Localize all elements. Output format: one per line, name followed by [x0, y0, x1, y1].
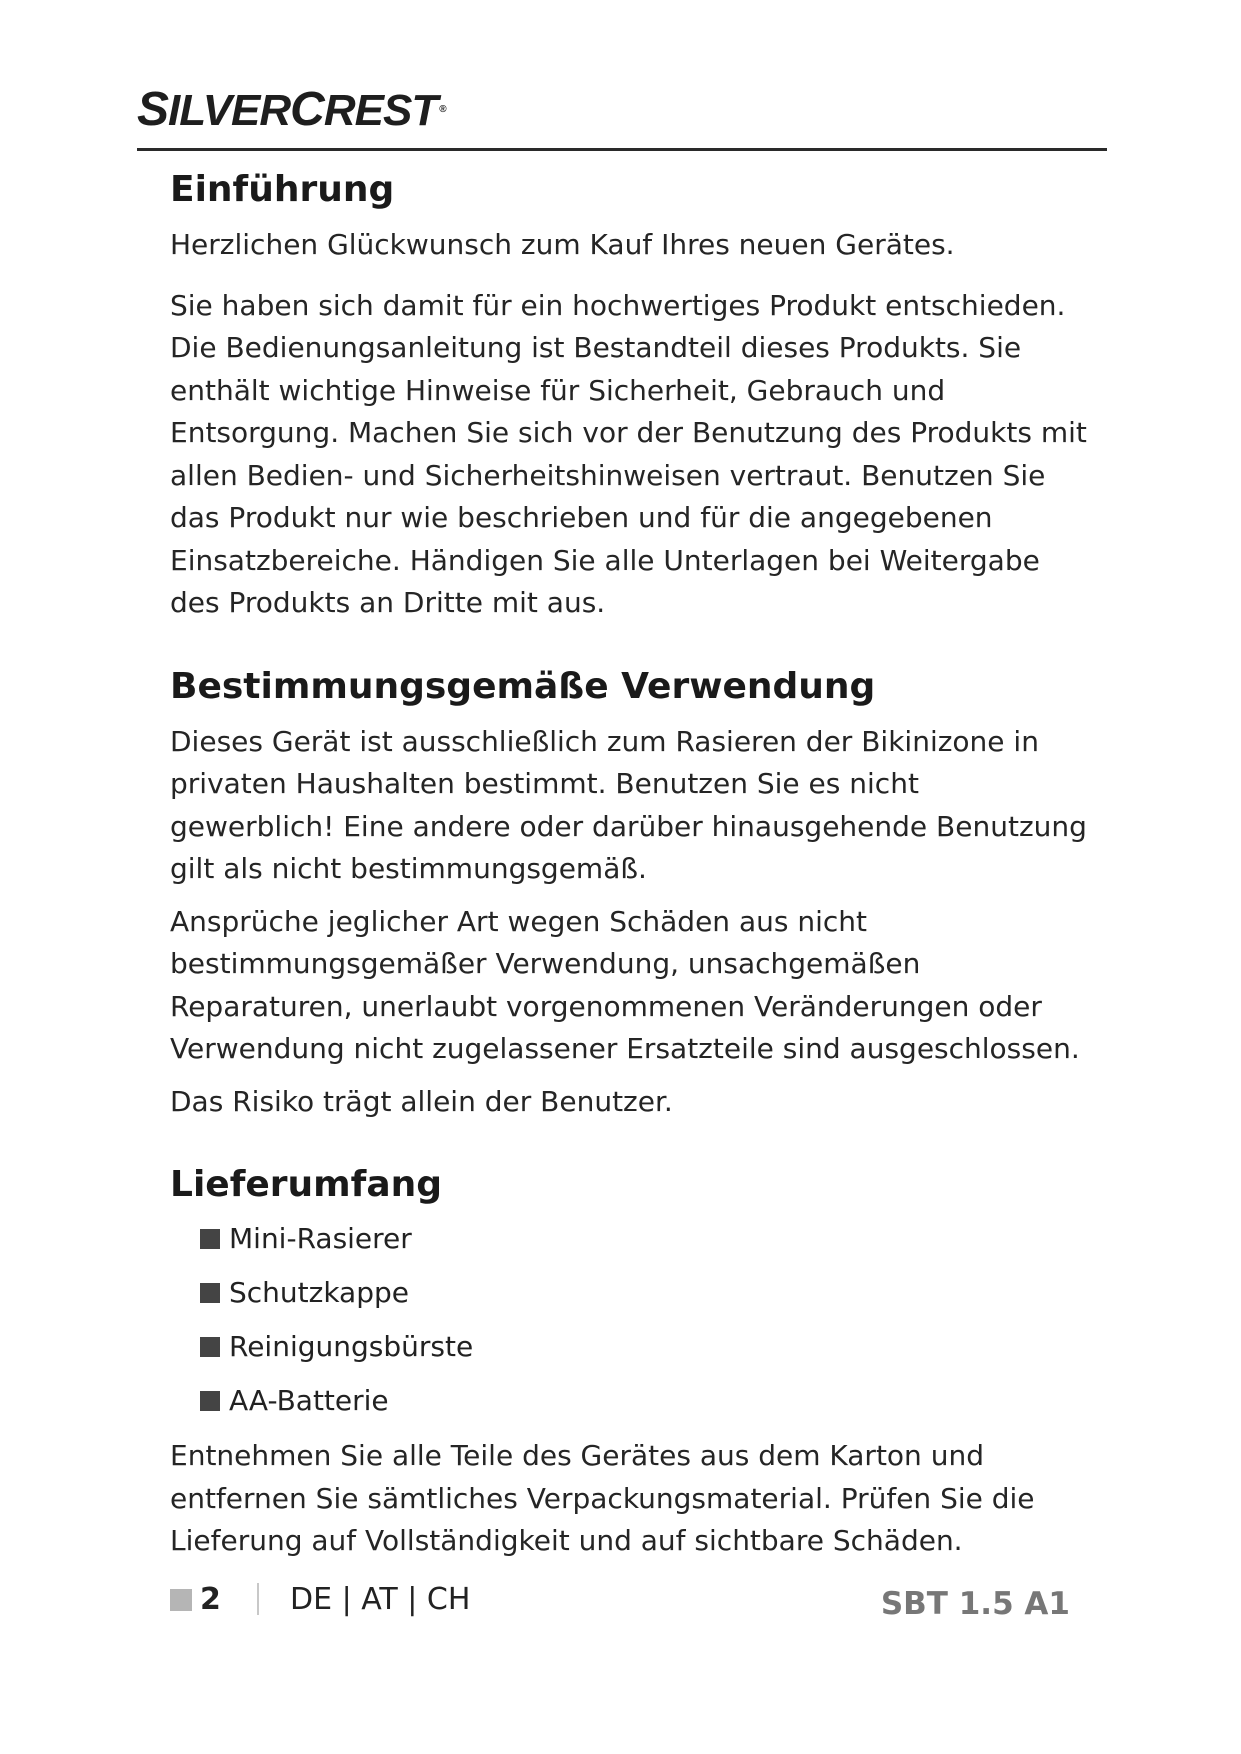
header-rule	[137, 148, 1107, 151]
usage-paragraph-1: Dieses Gerät ist ausschließlich zum Rasieren der Bikinizone in privaten Haushalten bestimmt. Benutzen Sie es nicht gewerblich! Eine andere oder darüber hinausgehende Benutzung gilt als nicht bestimmungsgemäß.	[170, 724, 1087, 885]
section-bestimmungsgemaesse-verwendung	[170, 663, 1090, 1124]
page-number: 2	[200, 1582, 221, 1617]
section-title-einfuehrung: Einführung	[170, 169, 395, 210]
page-footer	[170, 1575, 1070, 1625]
list-item	[200, 1219, 1090, 1259]
silvercrest-logo: SILVERCREST ®	[137, 83, 446, 136]
footer-divider	[257, 1583, 259, 1615]
intro-paragraph-1: Herzlichen Glückwunsch zum Kauf Ihres neuen Gerätes.	[170, 228, 955, 261]
usage-paragraph-3: Das Risiko trägt allein der Benutzer.	[170, 1084, 673, 1118]
delivery-paragraph-1: Entnehmen Sie alle Teile des Gerätes aus dem Karton und entfernen Sie sämtliches Verpackungsmaterial. Prüfen Sie die Lieferung auf Vollständigkeit und auf sichtbare Schäden.	[170, 1439, 1035, 1557]
intro-paragraph-2: Sie haben sich damit für ein hochwertiges Produkt entschieden. Die Bedienungsanleitung ist Bestandteil dieses Produkts. Sie enthält wichtige Hinweise für Sicherheit, Gebrauch und Entsorgung. Machen Sie sich vor der Benutzung des Produkts mit allen Bedien- und Sicherheitshinweisen vertraut. Benutzen Sie das Produkt nur wie beschrieben und für die angegebenen Einsatzbereiche. Händigen Sie alle Unterlagen bei Weitergabe des Produkts an Dritte mit aus.	[170, 288, 1087, 619]
section-title-lieferumfang: Lieferumfang	[170, 1164, 443, 1205]
country-codes: DE | AT | CH	[290, 1582, 471, 1617]
footer-square-icon	[170, 1589, 192, 1611]
list-item-label: AA-Batterie	[229, 1384, 389, 1417]
model-number: SBT 1.5 A1	[880, 1586, 1070, 1622]
section-einfuehrung	[170, 166, 1090, 625]
list-item	[200, 1273, 1090, 1313]
list-item-label: Reinigungsbürste	[229, 1330, 474, 1363]
square-bullet-icon	[200, 1229, 220, 1249]
list-item-label: Mini-Rasierer	[229, 1222, 412, 1255]
delivery-list	[200, 1219, 1090, 1421]
square-bullet-icon	[200, 1391, 220, 1411]
page-content	[170, 160, 1090, 1563]
section-title-verwendung: Bestimmungsgemäße Verwendung	[170, 665, 876, 707]
list-item	[200, 1381, 1090, 1421]
section-lieferumfang	[170, 1161, 1090, 1563]
square-bullet-icon	[200, 1337, 220, 1357]
list-item	[200, 1327, 1090, 1367]
list-item-label: Schutzkappe	[229, 1276, 409, 1309]
square-bullet-icon	[200, 1283, 220, 1303]
usage-paragraph-2: Ansprüche jeglicher Art wegen Schäden aus nicht bestimmungsgemäßer Verwendung, unsachgemäßen Reparaturen, unerlaubt vorgenommenen Veränderungen oder Verwendung nicht zugelassener Ersatzteile sind ausgeschlossen.	[170, 904, 1080, 1065]
